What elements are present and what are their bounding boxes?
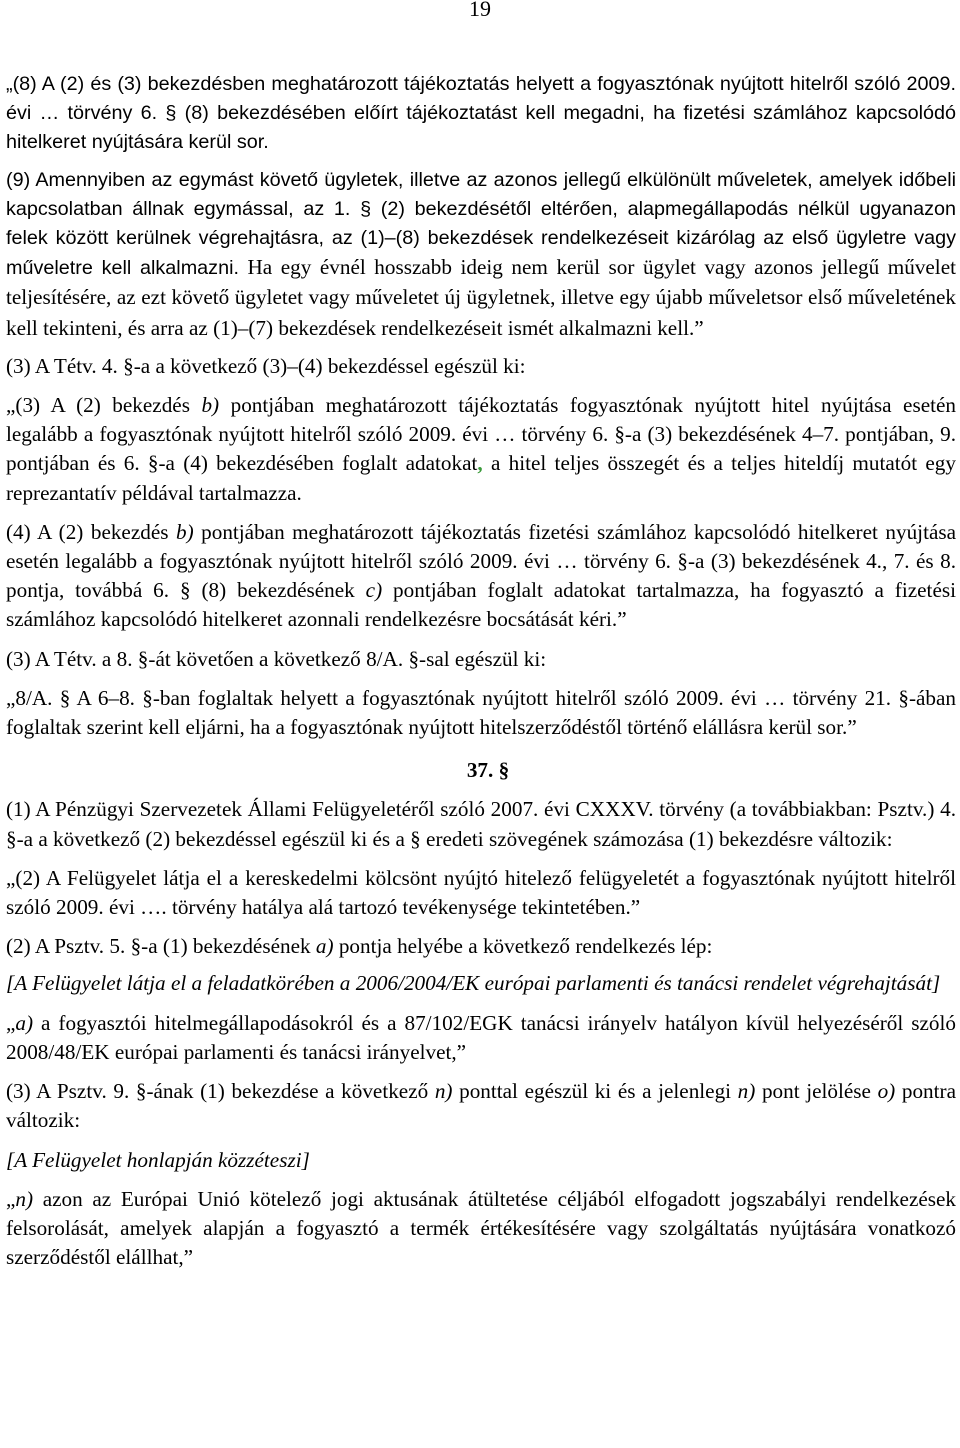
text-run: a hitel teljes összegét és a teljes hiteldíj mutatót egy reprezantatív példával tartalmazza. bbox=[6, 451, 956, 505]
point-ref: n) bbox=[434, 1079, 453, 1104]
text-run: (2) A Psztv. 5. §-a (1) bekezdésének bbox=[6, 934, 316, 959]
psztv-amendment-1: (1) A Pénzügyi Szervezetek Állami Felügyeletéről szóló 2007. évi CXXXV. törvény (a továbbiakban: Psztv.) 4. §-a a következő (2) bekezdéssel egészül ki és a § eredeti szövegének számozása (1) bekezdésre változik: bbox=[6, 797, 956, 851]
text-run: (3) A Psztv. 9. §-ának (1) bekezdése a következő bbox=[6, 1079, 435, 1104]
section-heading: 37. § bbox=[466, 758, 510, 783]
text-run: pontjában meghatározott tájékoztatás fogyasztónak nyújtott hitel nyújtása esetén legalább a fogyasztónak nyújtott hitelről szóló 2009. évi … törvény 6. §-a (3) bekezdésének 4–7. pontjában, 9. pontjában és 6. §-a (4) bekezdésében foglalt adatokat bbox=[6, 393, 956, 476]
page-number: 19 bbox=[469, 0, 491, 21]
point-ref: b) bbox=[175, 519, 194, 544]
text-run: pont jelölése bbox=[755, 1079, 878, 1104]
highlighted-comma: , bbox=[477, 451, 483, 476]
point-ref: a) bbox=[315, 934, 334, 959]
amendment-3-text bbox=[6, 391, 956, 508]
amendment-8a-text: „8/A. § A 6–8. §-ban foglaltak helyett a fogyasztónak nyújtott hitelről szóló 2009. évi … törvény 21. §-ában foglaltak szerint kell eljárni, ha a fogyasztónak nyújtott hitelszerződéstől történő elállásra kerül sor.” bbox=[6, 685, 956, 740]
paragraph-9-text-a: (9) Amennyiben az egymást követő ügyletek, illetve az azonos jellegű elkülönült műveletek, amelyek időbeli kapcsolatban állnak egymással, az 1. § (2) bekezdésétől eltérően, alapmegállapodás nélkül ugyanazon felek között kerülnek végrehajtásra, az (1)–(8) bekezdések rendelkezéseit kizárólag az első ügyletre vagy műveletre kell alkalmazni. bbox=[6, 168, 956, 280]
paragraph-8: „(8) A (2) és (3) bekezdésben meghatározott tájékoztatás helyett a fogyasztónak nyújtott hitelről szóló 2009. évi … törvény 6. § (8) bekezdésében előírt tájékoztatást kell megadni, ha fizetési számlához kapcsolódó hitelkeret nyújtására kerül sor. bbox=[6, 73, 956, 154]
point-ref: b) bbox=[201, 393, 220, 418]
psztv-amendment-2 bbox=[6, 932, 956, 961]
point-ref: n) bbox=[737, 1079, 756, 1104]
text-run: pontjában meghatározott tájékoztatás fizetési számlához kapcsolódó hitelkeret nyújtása esetén legalább a fogyasztónak nyújtott hitelről szóló 2009. évi … törvény 6. §-a (3) bekezdésének 4., 7. és 8. pontja, továbbá 6. § (8) bekezdésének bbox=[6, 519, 957, 603]
text-run: ponttal egészül ki és a jelenlegi bbox=[452, 1079, 738, 1104]
psztv-amendment-3-text bbox=[6, 1185, 956, 1273]
text-run: pontra változik: bbox=[6, 1079, 956, 1133]
amendment-8a-intro: (3) A Tétv. a 8. §-át követően a következő 8/A. §-sal egészül ki: bbox=[6, 646, 547, 671]
psztv-amendment-2-text bbox=[6, 1009, 956, 1067]
amendment-4-text bbox=[6, 518, 956, 635]
text-run: azon az Európai Unió kötelező jogi aktusának átültetése céljából elfogadott jogszabályi rendelkezések felsorolását, amelyek alapján a fogyasztó a termék értékesítésére vagy szolgáltatás nyújtására vonatkozó szerződéstől elállhat,” bbox=[6, 1186, 956, 1270]
amendment-3-intro: (3) A Tétv. 4. §-a a következő (3)–(4) bekezdéssel egészül ki: bbox=[6, 353, 526, 378]
text-run: (4) A (2) bekezdés bbox=[6, 519, 176, 544]
point-ref: n) bbox=[15, 1186, 34, 1211]
text-run: „ bbox=[6, 1186, 16, 1211]
paragraph-9 bbox=[6, 166, 956, 344]
text-run: „ bbox=[6, 1010, 16, 1035]
text-run: „(3) A (2) bekezdés bbox=[6, 393, 202, 418]
psztv-bracketed-context-2: [A Felügyelet honlapján közzéteszi] bbox=[6, 1147, 310, 1172]
text-run: pontja helyébe a következő rendelkezés lép: bbox=[333, 934, 713, 959]
psztv-amendment-3 bbox=[6, 1077, 956, 1135]
psztv-amendment-1-text: „(2) A Felügyelet látja el a kereskedelmi kölcsönt nyújtó hitelező felügyeletét a fogyasztónak nyújtott hitelről szóló 2009. évi …. törvény hatálya alá tartozó tevékenysége tekintetében.” bbox=[6, 865, 956, 920]
text-run: a fogyasztói hitelmegállapodásokról és a 87/102/EGK tanácsi irányelv hatályon kívül helyezéséről szóló 2008/48/EK európai parlamenti és tanácsi irányelvet,” bbox=[6, 1010, 956, 1064]
point-ref: a) bbox=[15, 1010, 34, 1035]
text-run: pontjában foglalt adatokat tartalmazza, ha fogyasztó a fizetési számlához kapcsolódó hitelkeret azonnali rendelkezésre bocsátását kéri.” bbox=[6, 578, 956, 632]
point-ref: c) bbox=[365, 578, 383, 603]
point-ref: o) bbox=[877, 1079, 896, 1104]
paragraph-9-text-b: Ha egy évnél hosszabb ideig nem kerül sor ügylet vagy azonos jellegű művelet teljesítésére, az ezt követő ügyletet vagy műveletet új ügyletnek, illetve egy újabb műveletsor első műveletének kell tekinteni, és arra az (1)–(7) bekezdések rendelkezéseit ismét alkalmazni kell.” bbox=[6, 255, 956, 340]
document-body bbox=[6, 70, 956, 1272]
psztv-bracketed-context-1: [A Felügyelet látja el a feladatkörében a 2006/2004/EK európai parlamenti és tanácsi rendelet végrehajtását] bbox=[6, 971, 941, 996]
